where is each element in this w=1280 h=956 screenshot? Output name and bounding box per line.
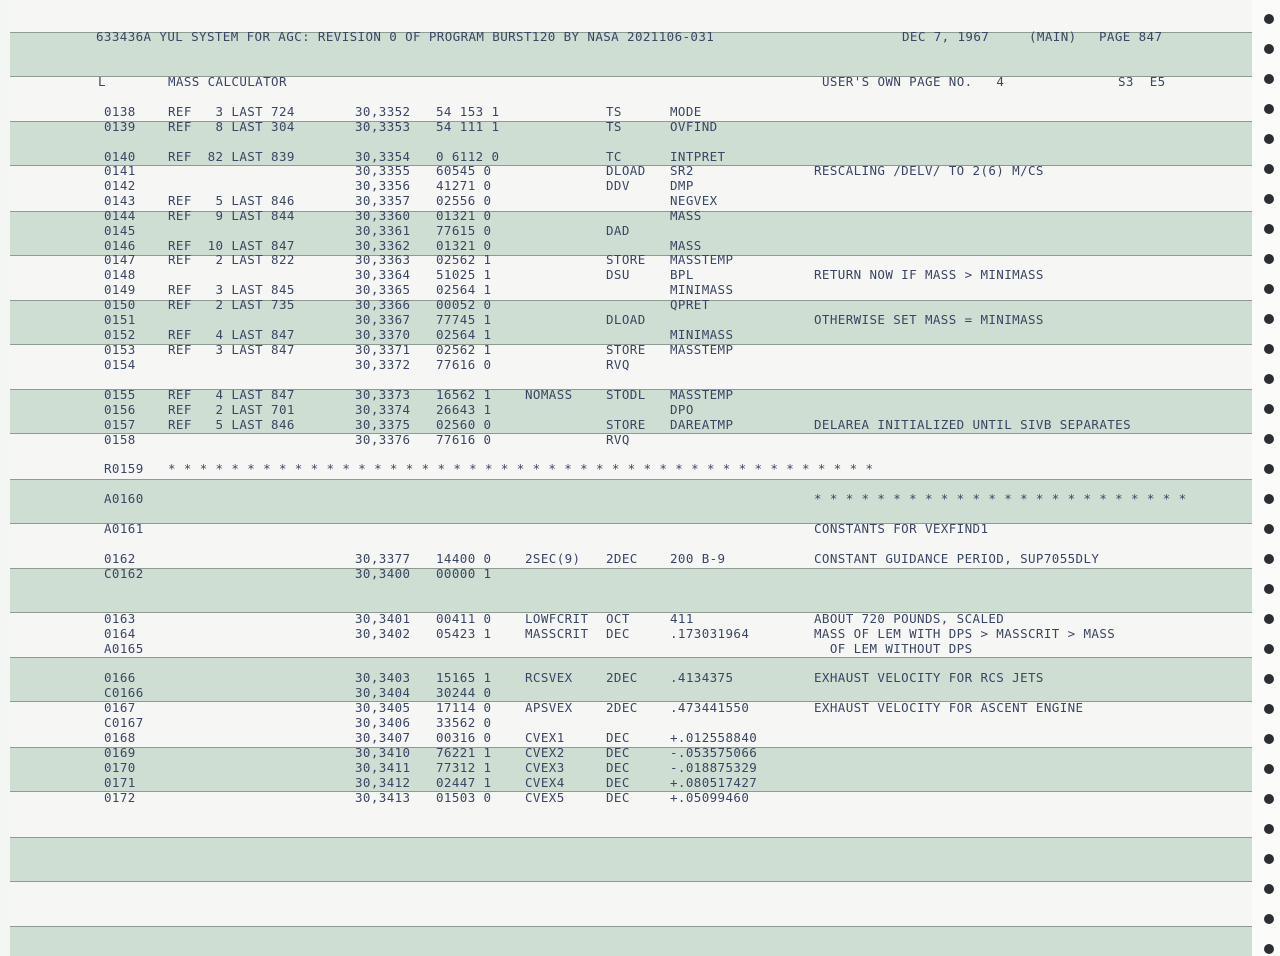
page-number: PAGE 847 <box>1099 29 1163 44</box>
feed-hole <box>1264 824 1274 834</box>
opcode-field: DEC <box>606 745 630 760</box>
address-field: 30,3402 <box>355 626 411 641</box>
comment-field: OTHERWISE SET MASS = MINIMASS <box>814 312 1044 327</box>
octal-word: 02560 0 <box>436 417 492 432</box>
reference-field: REF 9 LAST 844 <box>168 208 295 223</box>
line-number: 0148 <box>104 267 136 282</box>
feed-hole <box>1264 704 1274 714</box>
comment-field: EXHAUST VELOCITY FOR ASCENT ENGINE <box>814 700 1084 715</box>
opcode-field: 2DEC <box>606 670 638 685</box>
operand-field: MINIMASS <box>670 282 734 297</box>
octal-word: 02447 1 <box>436 775 492 790</box>
octal-word: 77616 0 <box>436 432 492 447</box>
feed-hole <box>1264 194 1274 204</box>
feed-hole <box>1264 524 1274 534</box>
line-number: 0143 <box>104 193 136 208</box>
reference-field: * * * * * * * * * * * * * * * * * * * * * * * * * * * * * * * * * * * * * * * * * * * * * <box>168 461 874 476</box>
line-number: 0147 <box>104 252 136 267</box>
address-field: 30,3377 <box>355 551 411 566</box>
operand-field: .173031964 <box>670 626 750 641</box>
line-number: 0140 <box>104 149 136 164</box>
octal-word: 77745 1 <box>436 312 492 327</box>
feed-hole <box>1264 914 1274 924</box>
feed-hole <box>1264 314 1274 324</box>
line-number: 0170 <box>104 760 136 775</box>
address-field: 30,3375 <box>355 417 411 432</box>
line-number: C0167 <box>104 715 144 730</box>
comment-field: CONSTANT GUIDANCE PERIOD, SUP7055DLY <box>814 551 1100 566</box>
address-field: 30,3361 <box>355 223 411 238</box>
address-field: 30,3413 <box>355 790 411 805</box>
reference-field: REF 3 LAST 845 <box>168 282 295 297</box>
octal-word: 0 6112 0 <box>436 149 500 164</box>
octal-word: 02556 0 <box>436 193 492 208</box>
octal-word: 01321 0 <box>436 208 492 223</box>
label-field: CVEX3 <box>525 760 565 775</box>
line-number: 0156 <box>104 402 136 417</box>
operand-field: MINIMASS <box>670 327 734 342</box>
feed-hole <box>1264 374 1274 384</box>
operand-field: DMP <box>670 178 694 193</box>
label-field: LOWFCRIT <box>525 611 589 626</box>
feed-hole <box>1264 644 1274 654</box>
address-field: 30,3371 <box>355 342 411 357</box>
label-field: CVEX5 <box>525 790 565 805</box>
octal-word: 54 111 1 <box>436 119 500 134</box>
address-field: 30,3411 <box>355 760 411 775</box>
opcode-field: DEC <box>606 760 630 775</box>
address-field: 30,3352 <box>355 104 411 119</box>
line-number: C0162 <box>104 566 144 581</box>
feed-hole <box>1264 224 1274 234</box>
feed-hole <box>1264 794 1274 804</box>
octal-word: 41271 0 <box>436 178 492 193</box>
comment-field: MASS OF LEM WITH DPS > MASSCRIT > MASS <box>814 626 1116 641</box>
address-field: 30,3365 <box>355 282 411 297</box>
feed-hole <box>1264 254 1274 264</box>
opcode-field: DEC <box>606 790 630 805</box>
opcode-field: DAD <box>606 223 630 238</box>
comment-field: * * * * * * * * * * * * * * * * * * * * * * * * <box>814 491 1187 506</box>
opcode-field: STODL <box>606 387 646 402</box>
opcode-field: TC <box>606 149 622 164</box>
octal-word: 51025 1 <box>436 267 492 282</box>
operand-field: DPO <box>670 402 694 417</box>
address-field: 30,3367 <box>355 312 411 327</box>
feed-hole <box>1264 344 1274 354</box>
operand-field: NEGVEX <box>670 193 718 208</box>
opcode-field: DSU <box>606 267 630 282</box>
line-number: 0155 <box>104 387 136 402</box>
address-field: 30,3364 <box>355 267 411 282</box>
opcode-field: DLOAD <box>606 163 646 178</box>
line-number: 0158 <box>104 432 136 447</box>
comment-field: RETURN NOW IF MASS > MINIMASS <box>814 267 1044 282</box>
operand-field: .4134375 <box>670 670 734 685</box>
operand-field: -.053575066 <box>670 745 758 760</box>
octal-word: 77312 1 <box>436 760 492 775</box>
operand-field: +.080517427 <box>670 775 758 790</box>
operand-field: 200 B-9 <box>670 551 726 566</box>
operand-field: MASSTEMP <box>670 387 734 402</box>
octal-word: 77616 0 <box>436 357 492 372</box>
feed-hole <box>1264 614 1274 624</box>
opcode-field: RVQ <box>606 357 630 372</box>
octal-word: 54 153 1 <box>436 104 500 119</box>
octal-word: 01321 0 <box>436 238 492 253</box>
operand-field: MASSTEMP <box>670 342 734 357</box>
address-field: 30,3400 <box>355 566 411 581</box>
operand-field: MODE <box>670 104 702 119</box>
line-number: 0145 <box>104 223 136 238</box>
octal-word: 33562 0 <box>436 715 492 730</box>
label-field: CVEX2 <box>525 745 565 760</box>
feed-hole <box>1264 404 1274 414</box>
octal-word: 30244 0 <box>436 685 492 700</box>
octal-word: 76221 1 <box>436 745 492 760</box>
label-field: APSVEX <box>525 700 573 715</box>
line-number: 0162 <box>104 551 136 566</box>
reference-field: REF 10 LAST 847 <box>168 238 295 253</box>
operand-field: DAREATMP <box>670 417 734 432</box>
line-number: 0142 <box>104 178 136 193</box>
address-field: 30,3406 <box>355 715 411 730</box>
operand-field: +.012558840 <box>670 730 758 745</box>
address-field: 30,3362 <box>355 238 411 253</box>
address-field: 30,3373 <box>355 387 411 402</box>
feed-hole <box>1264 14 1274 24</box>
feed-hole <box>1264 884 1274 894</box>
octal-word: 77615 0 <box>436 223 492 238</box>
comment-field: OF LEM WITHOUT DPS <box>814 641 973 656</box>
feed-hole <box>1264 164 1274 174</box>
feed-hole <box>1264 674 1274 684</box>
address-field: 30,3407 <box>355 730 411 745</box>
octal-word: 05423 1 <box>436 626 492 641</box>
opcode-field: DEC <box>606 730 630 745</box>
reference-field: REF 2 LAST 822 <box>168 252 295 267</box>
opcode-field: STORE <box>606 417 646 432</box>
reference-field: REF 2 LAST 735 <box>168 297 295 312</box>
octal-word: 15165 1 <box>436 670 492 685</box>
operand-field: INTPRET <box>670 149 726 164</box>
line-number: 0168 <box>104 730 136 745</box>
log-section-marker: L <box>98 74 106 89</box>
octal-word: 02562 1 <box>436 342 492 357</box>
section-codes: S3 E5 <box>1118 74 1166 89</box>
line-number: 0166 <box>104 670 136 685</box>
opcode-field: DLOAD <box>606 312 646 327</box>
opcode-field: DEC <box>606 626 630 641</box>
line-number: 0154 <box>104 357 136 372</box>
comment-field: RESCALING /DELV/ TO 2(6) M/CS <box>814 163 1044 178</box>
line-number: 0163 <box>104 611 136 626</box>
reference-field: REF 5 LAST 846 <box>168 417 295 432</box>
operand-field: MASSTEMP <box>670 252 734 267</box>
reference-field: REF 4 LAST 847 <box>168 387 295 402</box>
address-field: 30,3376 <box>355 432 411 447</box>
octal-word: 17114 0 <box>436 700 492 715</box>
octal-word: 00052 0 <box>436 297 492 312</box>
feed-hole <box>1264 584 1274 594</box>
octal-word: 02564 1 <box>436 327 492 342</box>
header-date: DEC 7, 1967 <box>902 29 990 44</box>
operand-field: QPRET <box>670 297 710 312</box>
reference-field: REF 3 LAST 724 <box>168 104 295 119</box>
operand-field: SR2 <box>670 163 694 178</box>
line-number: 0167 <box>104 700 136 715</box>
header-mode: (MAIN) <box>1029 29 1077 44</box>
comment-field: ABOUT 720 POUNDS, SCALED <box>814 611 1005 626</box>
address-field: 30,3355 <box>355 163 411 178</box>
operand-field: .473441550 <box>670 700 750 715</box>
opcode-field: DEC <box>606 775 630 790</box>
address-field: 30,3357 <box>355 193 411 208</box>
line-number: 0171 <box>104 775 136 790</box>
line-number: 0139 <box>104 119 136 134</box>
opcode-field: 2DEC <box>606 551 638 566</box>
reference-field: REF 8 LAST 304 <box>168 119 295 134</box>
line-number: R0159 <box>104 461 144 476</box>
label-field: CVEX1 <box>525 730 565 745</box>
opcode-field: STORE <box>606 252 646 267</box>
opcode-field: STORE <box>606 342 646 357</box>
feed-hole <box>1264 464 1274 474</box>
feed-hole <box>1264 854 1274 864</box>
reference-field: REF 82 LAST 839 <box>168 149 295 164</box>
address-field: 30,3401 <box>355 611 411 626</box>
reference-field: REF 2 LAST 701 <box>168 402 295 417</box>
address-field: 30,3403 <box>355 670 411 685</box>
feed-hole <box>1264 74 1274 84</box>
log-section-title: MASS CALCULATOR <box>168 74 287 89</box>
line-number: 0172 <box>104 790 136 805</box>
address-field: 30,3412 <box>355 775 411 790</box>
address-field: 30,3360 <box>355 208 411 223</box>
operand-field: BPL <box>670 267 694 282</box>
address-field: 30,3356 <box>355 178 411 193</box>
address-field: 30,3366 <box>355 297 411 312</box>
feed-hole <box>1264 284 1274 294</box>
address-field: 30,3370 <box>355 327 411 342</box>
comment-field: EXHAUST VELOCITY FOR RCS JETS <box>814 670 1044 685</box>
address-field: 30,3410 <box>355 745 411 760</box>
operand-field: -.018875329 <box>670 760 758 775</box>
feed-hole <box>1264 554 1274 564</box>
octal-word: 01503 0 <box>436 790 492 805</box>
line-number: 0157 <box>104 417 136 432</box>
line-number: 0149 <box>104 282 136 297</box>
address-field: 30,3354 <box>355 149 411 164</box>
operand-field: 411 <box>670 611 694 626</box>
comment-field: DELAREA INITIALIZED UNTIL SIVB SEPARATES <box>814 417 1132 432</box>
octal-word: 02562 1 <box>436 252 492 267</box>
line-number: 0169 <box>104 745 136 760</box>
users-own-page: USER'S OWN PAGE NO. 4 <box>822 74 1005 89</box>
octal-word: 00000 1 <box>436 566 492 581</box>
operand-field: +.05099460 <box>670 790 750 805</box>
feed-hole <box>1264 494 1274 504</box>
reference-field: REF 4 LAST 847 <box>168 327 295 342</box>
reference-field: REF 3 LAST 847 <box>168 342 295 357</box>
reference-field: REF 5 LAST 846 <box>168 193 295 208</box>
address-field: 30,3363 <box>355 252 411 267</box>
address-field: 30,3404 <box>355 685 411 700</box>
opcode-field: OCT <box>606 611 630 626</box>
octal-word: 60545 0 <box>436 163 492 178</box>
opcode-field: RVQ <box>606 432 630 447</box>
feed-hole <box>1264 104 1274 114</box>
octal-word: 00411 0 <box>436 611 492 626</box>
line-number: 0153 <box>104 342 136 357</box>
line-number: 0144 <box>104 208 136 223</box>
feed-hole <box>1264 134 1274 144</box>
address-field: 30,3372 <box>355 357 411 372</box>
comment-field: CONSTANTS FOR VEXFIND1 <box>814 521 989 536</box>
label-field: RCSVEX <box>525 670 573 685</box>
octal-word: 16562 1 <box>436 387 492 402</box>
line-number: 0151 <box>104 312 136 327</box>
feed-hole <box>1264 44 1274 54</box>
line-number: 0138 <box>104 104 136 119</box>
opcode-field: DDV <box>606 178 630 193</box>
label-field: CVEX4 <box>525 775 565 790</box>
operand-field: MASS <box>670 208 702 223</box>
operand-field: MASS <box>670 238 702 253</box>
address-field: 30,3353 <box>355 119 411 134</box>
feed-hole <box>1264 764 1274 774</box>
line-number: 0150 <box>104 297 136 312</box>
line-number: 0152 <box>104 327 136 342</box>
operand-field: OVFIND <box>670 119 718 134</box>
line-number: A0165 <box>104 641 144 656</box>
octal-word: 26643 1 <box>436 402 492 417</box>
feed-hole <box>1264 944 1274 954</box>
opcode-field: TS <box>606 104 622 119</box>
opcode-field: 2DEC <box>606 700 638 715</box>
address-field: 30,3374 <box>355 402 411 417</box>
label-field: 2SEC(9) <box>525 551 581 566</box>
line-number: 0146 <box>104 238 136 253</box>
label-field: MASSCRIT <box>525 626 589 641</box>
line-number: 0164 <box>104 626 136 641</box>
address-field: 30,3405 <box>355 700 411 715</box>
octal-word: 02564 1 <box>436 282 492 297</box>
line-number: 0141 <box>104 163 136 178</box>
line-number: C0166 <box>104 685 144 700</box>
header-title: 633436A YUL SYSTEM FOR AGC: REVISION 0 OF PROGRAM BURST120 BY NASA 2021106-031 <box>96 29 715 44</box>
octal-word: 14400 0 <box>436 551 492 566</box>
octal-word: 00316 0 <box>436 730 492 745</box>
line-number: A0161 <box>104 521 144 536</box>
feed-hole <box>1264 434 1274 444</box>
line-number: A0160 <box>104 491 144 506</box>
label-field: NOMASS <box>525 387 573 402</box>
opcode-field: TS <box>606 119 622 134</box>
feed-hole <box>1264 734 1274 744</box>
